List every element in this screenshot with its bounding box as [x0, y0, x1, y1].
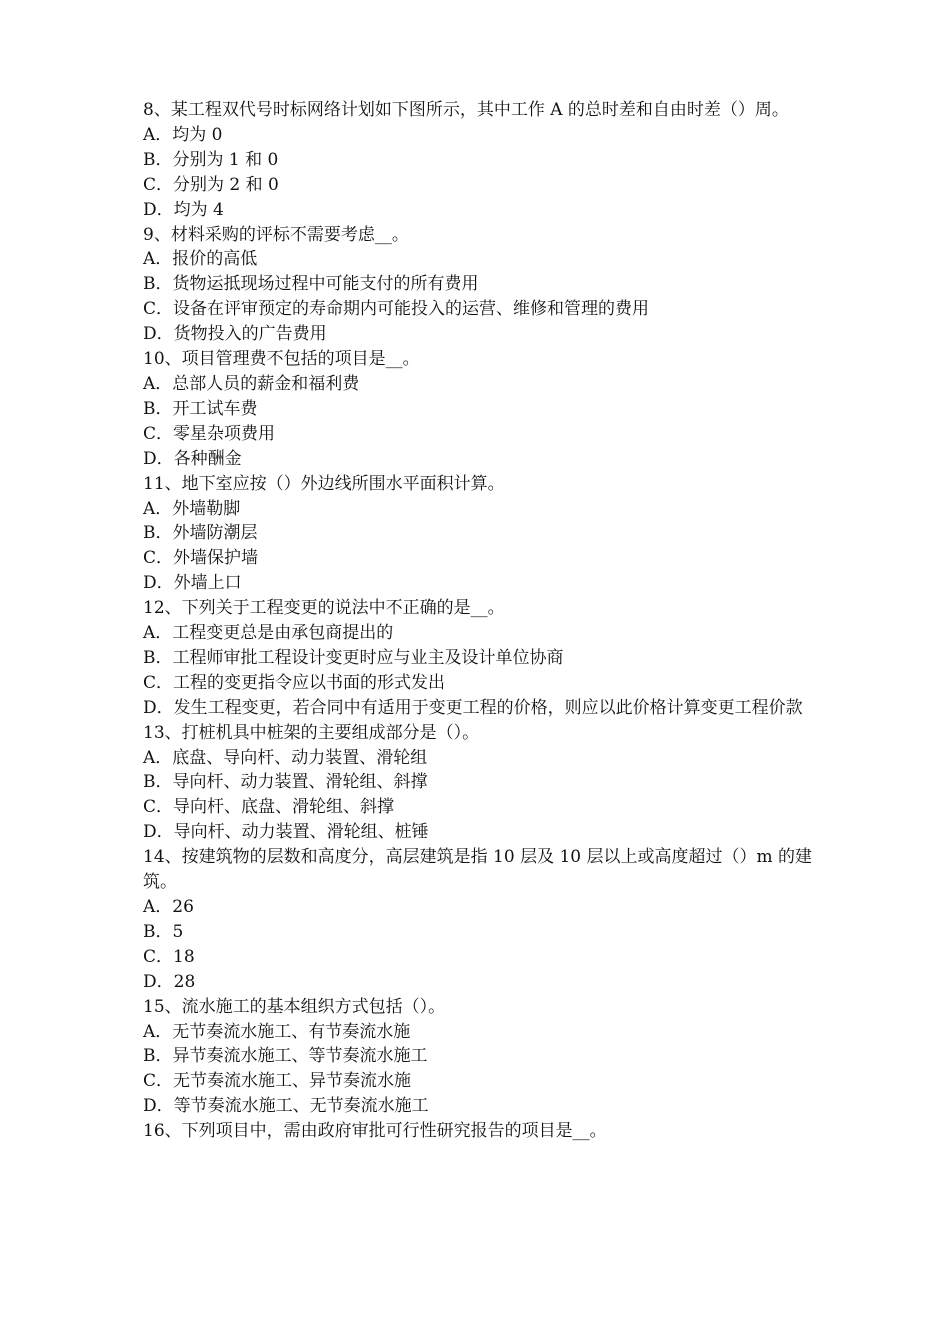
answer-option: A．工程变更总是由承包商提出的	[143, 623, 394, 644]
answer-option: B．工程师审批工程设计变更时应与业主及设计单位协商	[143, 647, 564, 668]
answer-option: C．分别为 2 和 0	[143, 174, 279, 195]
question-block	[143, 98, 813, 223]
answer-option: A．外墙勒脚	[143, 498, 241, 519]
answer-option: C．18	[143, 946, 195, 967]
answer-option: C．工程的变更指令应以书面的形式发出	[143, 672, 446, 693]
answer-option: B．异节奏流水施工、等节奏流水施工	[143, 1046, 428, 1067]
question-block	[143, 223, 813, 348]
answer-option: C．导向杆、底盘、滑轮组、斜撑	[143, 797, 395, 818]
answer-option: B．货物运抵现场过程中可能支付的所有费用	[143, 274, 479, 295]
question-stem: 14、按建筑物的层数和高度分，高层建筑是指 10 层及 10 层以上或高度超过（）m 的建筑。	[143, 847, 813, 893]
question-stem: 10、项目管理费不包括的项目是__。	[143, 349, 420, 370]
question-list	[143, 98, 813, 1144]
answer-option: B．导向杆、动力装置、滑轮组、斜撑	[143, 772, 428, 793]
question-stem: 8、某工程双代号时标网络计划如下图所示，其中工作 A 的总时差和自由时差（）周。	[143, 100, 789, 120]
answer-option: C．设备在评审预定的寿命期内可能投入的运营、维修和管理的费用	[143, 299, 650, 320]
answer-option: D．导向杆、动力装置、滑轮组、桩锤	[143, 822, 429, 843]
answer-option: B．5	[143, 921, 184, 942]
question-block	[143, 347, 813, 472]
question-block	[143, 472, 813, 597]
answer-option: D．28	[143, 971, 196, 992]
answer-option: A．总部人员的薪金和福利费	[143, 373, 360, 394]
question-block	[143, 995, 813, 1120]
answer-option: D．等节奏流水施工、无节奏流水施工	[143, 1096, 429, 1117]
answer-option: A．无节奏流水施工、有节奏流水施	[143, 1021, 411, 1042]
answer-option: D．货物投入的广告费用	[143, 324, 327, 345]
question-stem: 11、地下室应按（）外边线所围水平面积计算。	[143, 473, 505, 494]
answer-option: A．底盘、导向杆、动力装置、滑轮组	[143, 747, 428, 768]
answer-option: D．各种酬金	[143, 448, 242, 469]
answer-option: C．无节奏流水施工、异节奏流水施	[143, 1071, 412, 1092]
answer-option: B．外墙防潮层	[143, 523, 258, 544]
answer-option: C．零星杂项费用	[143, 423, 276, 444]
answer-option: A．26	[143, 897, 194, 917]
answer-option: D．发生工程变更，若合同中有适用于变更工程的价格，则应以此价格计算变更工程价款	[143, 697, 803, 718]
answer-option: C．外墙保护墙	[143, 548, 259, 569]
question-stem: 16、下列项目中，需由政府审批可行性研究报告的项目是__。	[143, 1121, 607, 1142]
question-stem: 9、材料采购的评标不需要考虑__。	[143, 224, 409, 245]
question-stem: 13、打桩机具中桩架的主要组成部分是（）。	[143, 722, 480, 743]
question-stem: 15、流水施工的基本组织方式包括（）。	[143, 996, 446, 1017]
answer-option: A．报价的高低	[143, 249, 258, 270]
answer-option: D．均为 4	[143, 199, 224, 220]
answer-option: B．分别为 1 和 0	[143, 149, 279, 170]
question-block	[143, 721, 813, 846]
answer-option: D．外墙上口	[143, 573, 242, 594]
question-block	[143, 1119, 813, 1144]
answer-option: B．开工试车费	[143, 398, 258, 419]
question-block	[143, 596, 813, 721]
question-stem: 12、下列关于工程变更的说法中不正确的是__。	[143, 598, 505, 619]
question-block	[143, 845, 813, 994]
answer-option: A．均为 0	[143, 124, 223, 145]
